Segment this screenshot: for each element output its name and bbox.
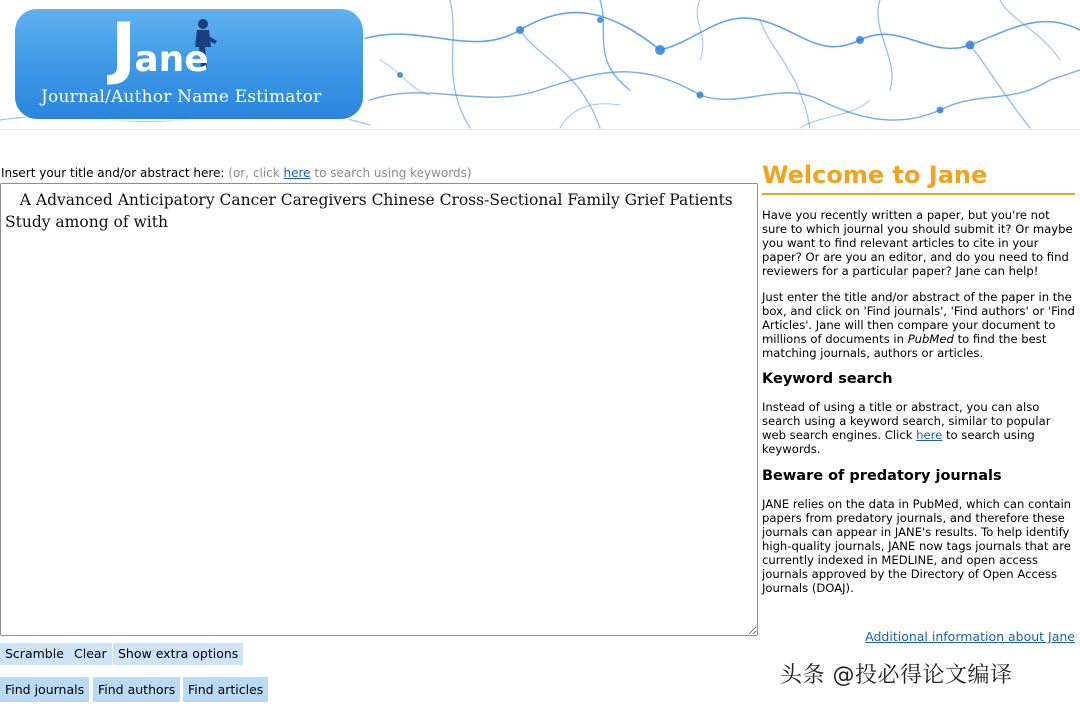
welcome-section bbox=[762, 158, 1075, 195]
keyword-search-link-2[interactable]: here bbox=[916, 428, 943, 442]
logo-wordmark bbox=[111, 9, 209, 88]
intro-paragraph: Have you recently written a paper, but you're not sure to which journal you should submit it? Or maybe you want to find relevant articles to cite in your paper? Or are you an editor, and do you need to find reviewers for a particular paper? Jane can help! bbox=[762, 208, 1073, 278]
keyword-search-link[interactable]: here bbox=[283, 166, 311, 180]
logo-letters-ane: ane bbox=[134, 39, 209, 80]
keyword-hint-prefix: (or, click bbox=[228, 166, 280, 180]
instructions-text: Just enter the title and/or abstract of the paper in the box, and click on 'Find journals', 'Find authors' or 'Find Articles'. Jane will then compare your document to millions of documents in bbox=[762, 290, 1075, 346]
header-banner bbox=[0, 0, 1080, 130]
instructions-paragraph bbox=[762, 290, 1075, 360]
find-authors-button[interactable]: Find authors bbox=[93, 677, 180, 702]
welcome-info bbox=[762, 208, 1075, 595]
clear-button[interactable]: Clear bbox=[69, 643, 112, 665]
logo-letter-j: J bbox=[111, 9, 137, 88]
scramble-button[interactable]: Scramble bbox=[0, 643, 69, 665]
instructions-text-end: to find the best matching journals, authors or articles. bbox=[762, 332, 1047, 360]
input-instructions bbox=[1, 166, 472, 180]
predatory-journals-heading: Beware of predatory journals bbox=[762, 468, 1002, 484]
additional-info-link[interactable]: Additional information about Jane bbox=[865, 629, 1075, 644]
show-extra-options-button[interactable]: Show extra options bbox=[113, 643, 243, 665]
keyword-text-end: to search using keywords. bbox=[762, 428, 1035, 456]
jane-logo[interactable] bbox=[15, 9, 363, 119]
welcome-title: Welcome to Jane bbox=[762, 158, 1075, 195]
find-journals-button[interactable]: Find journals bbox=[0, 677, 89, 702]
title-abstract-input[interactable] bbox=[0, 183, 758, 636]
keyword-text: Instead of using a title or abstract, you can also search using a keyword search, similar to popular web search engines. Click bbox=[762, 400, 1051, 442]
predatory-journals-paragraph: JANE relies on the data in PubMed, which can contain papers from predatory journals, and therefore these journals can appear in JANE's results. To help identify high-quality journals, JANE now tags journals that are currently indexed in MEDLINE, and open access journals approved by the Directory of Open Access Journals (DOAJ). bbox=[762, 497, 1072, 595]
keyword-hint-suffix: to search using keywords) bbox=[314, 166, 472, 180]
pubmed-term: PubMed bbox=[907, 332, 954, 346]
logo-subtitle: Journal/Author Name Estimator bbox=[41, 87, 322, 107]
find-articles-button[interactable]: Find articles bbox=[183, 677, 268, 702]
keyword-hint bbox=[228, 166, 471, 180]
keyword-search-paragraph bbox=[762, 400, 1075, 456]
keyword-search-heading: Keyword search bbox=[762, 371, 893, 387]
input-label: Insert your title and/or abstract here: bbox=[1, 166, 225, 180]
watermark-text: 头条 @投必得论文编译 bbox=[780, 663, 1013, 688]
